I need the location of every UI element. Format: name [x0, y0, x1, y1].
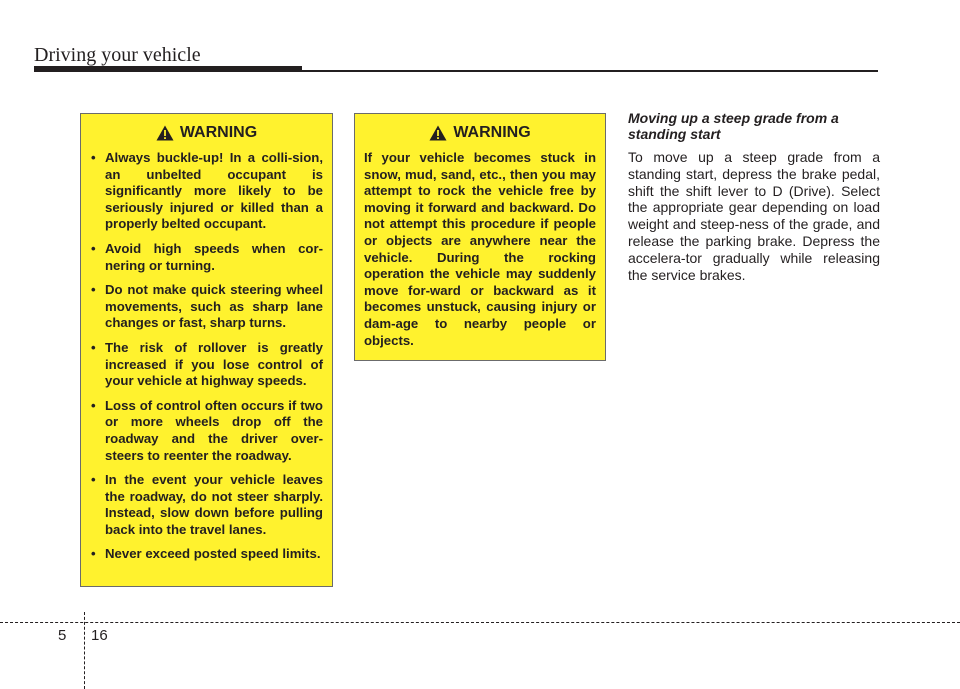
section-body: To move up a steep grade from a standing start, depress the brake pedal, shift the shift lever to D (Drive). Select the appropriate gear depending on load weight and steep-ness of the grade, and release the parking brake. Depress the accelera-tor gradually while releasing the service brakes. [628, 149, 880, 283]
warning-title: WARNING [179, 124, 258, 141]
header-rule-thick [34, 66, 302, 72]
page-header-title: Driving your vehicle [34, 44, 201, 66]
footer-divider [0, 622, 960, 623]
warning-title: WARNING [453, 124, 531, 141]
page-number: 16 [91, 627, 108, 644]
warning-item: • Loss of control often occurs if two or more wheels drop off the roadway and the driver over-steers to reenter the roadway. [90, 398, 323, 464]
chapter-number: 5 [58, 627, 67, 644]
warning-box-stuck-vehicle [354, 113, 606, 361]
warning-header [90, 120, 323, 146]
warning-item: • Avoid high speeds when cor-nering or turning. [90, 241, 323, 274]
warning-item: • In the event your vehicle leaves the roadway, do not steer sharply. Instead, slow down before pulling back into the travel lanes. [90, 472, 323, 538]
section-heading: Moving up a steep grade from a standing start [628, 110, 839, 142]
warning-item: • The risk of rollover is greatly increased if you lose control of your vehicle at highway speeds. [90, 340, 323, 390]
warning-list [90, 150, 323, 563]
warning-triangle-icon [429, 125, 447, 141]
warning-text: If your vehicle becomes stuck in snow, mud, sand, etc., then you may attempt to rock the vehicle free by moving it forward and backward. Do not attempt this procedure if people or objects are anywhere near the vehicle. During the rocking operation the vehicle may suddenly move for-ward or backward as it becomes unstuck, causing injury or dam-age to nearby people or objects. [364, 150, 596, 348]
warning-item: • Never exceed posted speed limits. [90, 546, 323, 563]
warning-header [364, 120, 596, 146]
warning-item: • Do not make quick steering wheel movements, such as sharp lane changes or fast, sharp turns. [90, 282, 323, 332]
header-rule-thin [300, 70, 878, 72]
warning-item: • Always buckle-up! In a colli-sion, an unbelted occupant is significantly more likely to be seriously injured or killed than a properly belted occupant. [90, 150, 323, 233]
footer-vertical-divider [84, 612, 85, 689]
warning-box-safety [80, 113, 333, 587]
warning-triangle-icon [156, 125, 174, 141]
